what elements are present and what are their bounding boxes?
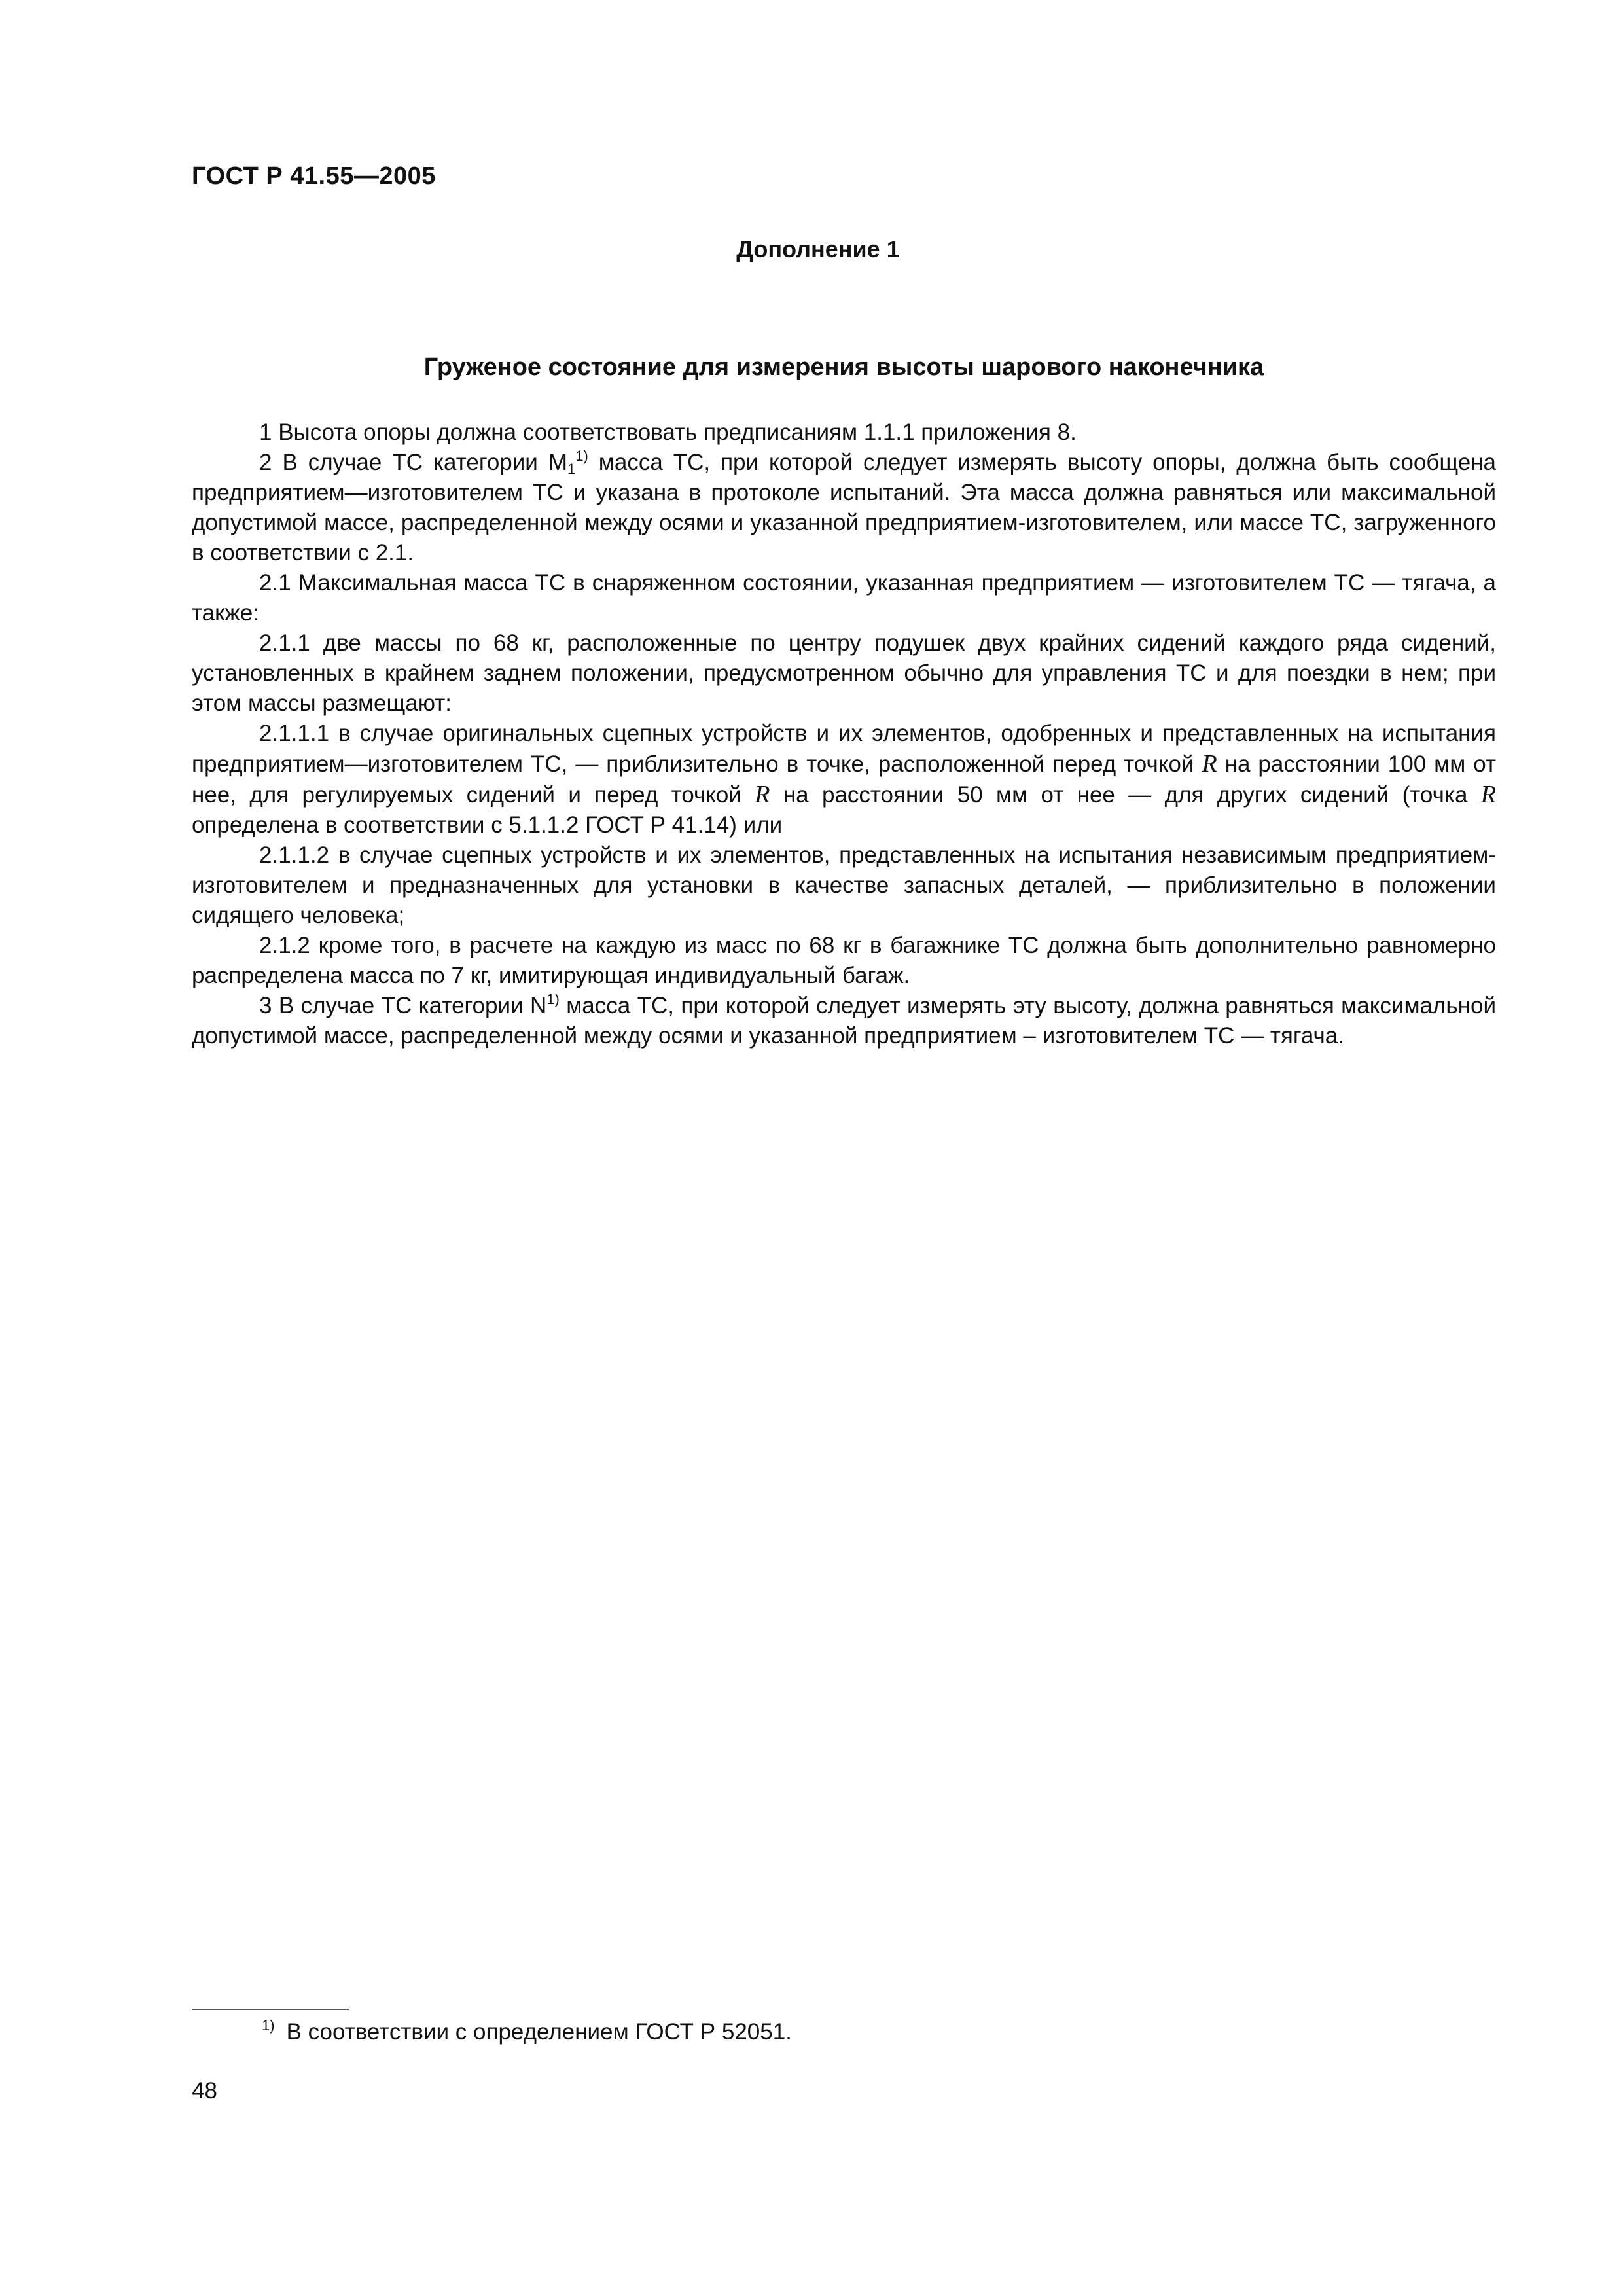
paragraph-3-rest: масса ТС, при которой следует измерять эту высоту, должна равняться максимальной допустимой массе, распределенной между осями и указанной предприятием – изготовителем ТС — тягача. (192, 993, 1496, 1049)
paragraph-2-1-1-1 (192, 719, 1496, 840)
paragraph-2-start: 2 В случае ТС категории М (259, 450, 567, 475)
paragraph-2-1-1-1-part-d: определена в соответствии с 5.1.1.2 ГОСТ Р 41.14) или (192, 812, 783, 838)
footnote (262, 2017, 792, 2047)
point-r-symbol: R (1202, 750, 1217, 778)
footnote-ref: 1) (575, 448, 588, 464)
paragraph-2-1-2: 2.1.2 кроме того, в расчете на каждую из масс по 68 кг в багажнике ТС должна быть дополнительно равномерно распределена масса по 7 кг, имитирующая индивидуальный багаж. (192, 933, 1496, 988)
point-r-symbol: R (755, 781, 770, 808)
category-subscript: 1 (567, 461, 576, 477)
paragraph-2-1: 2.1 Максимальная масса ТС в снаряженном состоянии, указанная предприятием — изготовителем ТС — тягача, а также: (192, 570, 1496, 626)
body-text (192, 418, 1496, 1051)
paragraph-2-1-1-1-part-c: на расстоянии 50 мм от нее — для других сидений (точка (770, 782, 1481, 808)
paragraph-2-1-1-1-part-b: на расстоянии 100 мм от нее, для регулируемых сидений и перед точкой (192, 751, 1496, 808)
paragraph-2 (192, 448, 1496, 568)
footnote-ref: 1) (546, 991, 560, 1007)
footnote-marker: 1) (262, 2017, 275, 2034)
supplement-heading (0, 236, 1623, 263)
section-title: Груженое состояние для измерения высоты шарового наконечника (423, 353, 1264, 381)
supplement-label: Дополнение (736, 236, 880, 262)
footnote-text: В соответствии с определением ГОСТ Р 52051. (286, 2019, 792, 2045)
paragraph-2-1-1: 2.1.1 две массы по 68 кг, расположенные по центру подушек двух крайних сидений каждого ряда сидений, установленных в крайнем заднем положении, предусмотренном обычно для управления ТС и для поездки в нем; при этом массы размещают: (192, 630, 1496, 716)
footnote-divider (192, 2009, 349, 2010)
paragraph-1: 1 Высота опоры должна соответствовать предписаниям 1.1.1 приложения 8. (259, 420, 1077, 445)
paragraph-2-1-1-2: 2.1.1.2 в случае сцепных устройств и их элементов, представленных на испытания независимым предприятием-изготовителем и предназначенных для установки в качестве запасных деталей, — приблизительно в положении сидящего человека; (192, 842, 1496, 928)
paragraph-3-start: 3 В случае ТС категории N (259, 993, 547, 1018)
point-r-symbol: R (1480, 781, 1496, 808)
page-number: 48 (192, 2078, 217, 2104)
supplement-number: 1 (886, 236, 900, 262)
paragraph-2-rest: масса ТС, при которой следует измерять высоту опоры, должна быть сообщена предприятием—изготовителем ТС и указана в протоколе испытаний. Эта масса должна равняться или максимальной допустимой массе, распределенной между осями и указанной предприятием-изготовителем, или массе ТС, загруженного в соответствии с 2.1. (192, 450, 1496, 565)
paragraph-3 (192, 991, 1496, 1051)
document-header: ГОСТ Р 41.55—2005 (192, 162, 436, 190)
paragraph-2-1-1-1-part-a: 2.1.1.1 в случае оригинальных сцепных устройств и их элементов, одобренных и представленных на испытания предприятием—изготовителем ТС, — приблизительно в точке, расположенной перед точкой (192, 721, 1496, 777)
